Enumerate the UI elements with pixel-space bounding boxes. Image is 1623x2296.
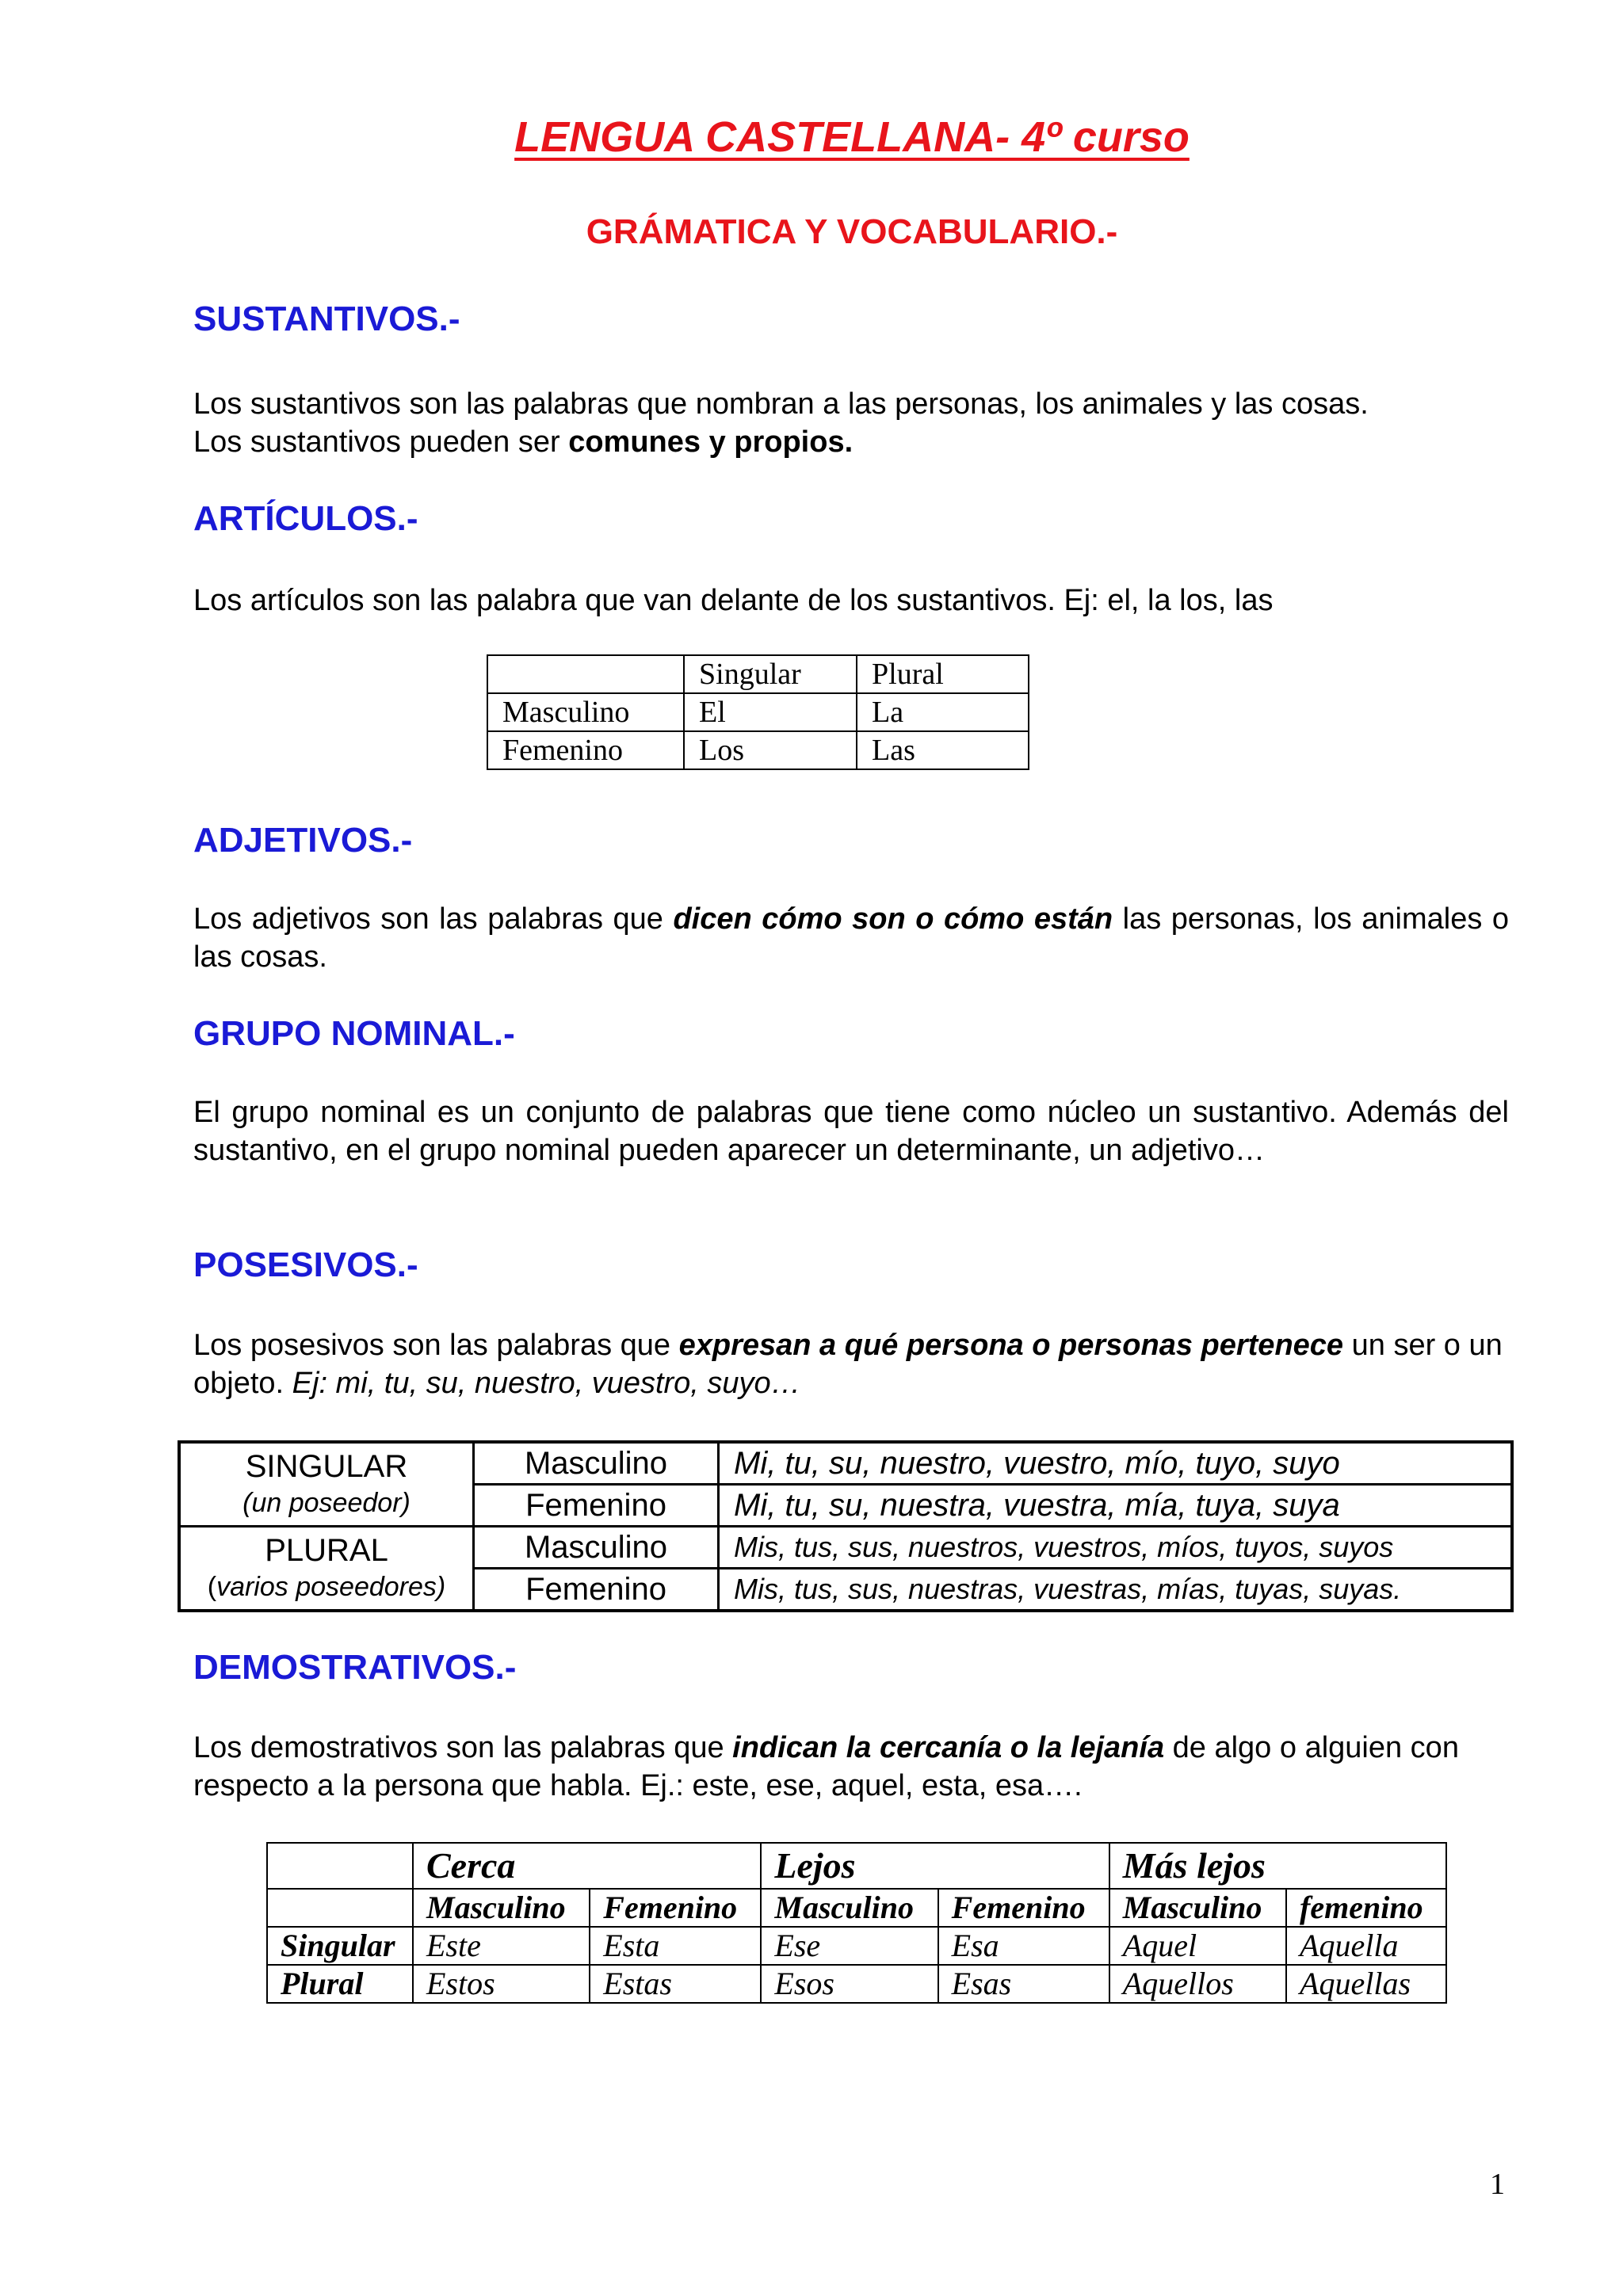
table-cell: Aquellas bbox=[1286, 1965, 1446, 2003]
paragraph-sustantivos bbox=[193, 385, 1509, 461]
possessives-table bbox=[178, 1440, 1514, 1612]
demostrativos-emphasis: indican la cercanía o la lejanía bbox=[732, 1731, 1165, 1764]
articles-table bbox=[487, 654, 1029, 770]
table-cell: La bbox=[857, 693, 1029, 731]
table-cell: Estas bbox=[590, 1965, 761, 2003]
heading-grupo-nominal: GRUPO NOMINAL.- bbox=[193, 1014, 515, 1053]
posesivos-emphasis: expresan a qué persona o personas pertenece bbox=[678, 1329, 1344, 1362]
table-cell: Esos bbox=[761, 1965, 938, 2003]
demostrativos-text-post: de algo o alguien con respecto a la persona que habla. Ej.: este, ese, aquel, esta, esa…. bbox=[193, 1731, 1459, 1802]
table-cell bbox=[487, 655, 684, 693]
table-cell: El bbox=[684, 693, 857, 731]
table-cell: Femenino bbox=[487, 731, 684, 769]
group-header-cell: Cerca bbox=[413, 1843, 761, 1889]
table-row bbox=[179, 1527, 1512, 1569]
gender-header-cell: Masculino bbox=[413, 1889, 590, 1927]
table-cell: Ese bbox=[761, 1927, 938, 1965]
table-cell bbox=[267, 1843, 413, 1889]
adjetivos-text-post: las personas, los animales o las cosas. bbox=[193, 902, 1509, 974]
paragraph-grupo-nominal: El grupo nominal es un conjunto de palabras que tiene como núcleo un sustantivo. Además del sustantivo, en el grupo nominal pueden aparecer un determinante, un adjetivo… bbox=[193, 1096, 1509, 1167]
table-header-cell: Plural bbox=[857, 655, 1029, 693]
table-cell: Masculino bbox=[474, 1442, 719, 1485]
table-row bbox=[487, 731, 1029, 769]
table-cell: Mis, tus, sus, nuestros, vuestros, míos, tuyos, suyos bbox=[719, 1527, 1513, 1569]
table-cell: Aquellos bbox=[1109, 1965, 1286, 2003]
sustantivos-line2-text: Los sustantivos pueden ser bbox=[193, 425, 569, 459]
row-label-cell: Plural bbox=[267, 1965, 413, 2003]
sustantivos-line1: Los sustantivos son las palabras que nombran a las personas, los animales y las cosas. bbox=[193, 387, 1369, 421]
paragraph-posesivos bbox=[193, 1326, 1509, 1402]
group-header-cell: Lejos bbox=[761, 1843, 1109, 1889]
table-row bbox=[267, 1965, 1446, 2003]
table-cell: Los bbox=[684, 731, 857, 769]
table-cell: Esta bbox=[590, 1927, 761, 1965]
heading-demostrativos: DEMOSTRATIVOS.- bbox=[193, 1648, 517, 1687]
heading-adjetivos: ADJETIVOS.- bbox=[193, 821, 413, 860]
table-row bbox=[267, 1927, 1446, 1965]
table-cell bbox=[267, 1889, 413, 1927]
table-cell: Masculino bbox=[474, 1527, 719, 1569]
table-row bbox=[179, 1442, 1512, 1485]
sustantivos-emphasis: comunes y propios. bbox=[568, 425, 854, 459]
table-cell: Mi, tu, su, nuestro, vuestro, mío, tuyo, suyo bbox=[719, 1442, 1513, 1485]
paragraph-demostrativos bbox=[193, 1729, 1509, 1805]
table-cell: Aquel bbox=[1109, 1927, 1286, 1965]
adjetivos-text-pre: Los adjetivos son las palabras que bbox=[193, 902, 674, 936]
table-cell: Las bbox=[857, 731, 1029, 769]
singular-label: SINGULAR bbox=[245, 1448, 408, 1484]
singular-group-cell bbox=[179, 1442, 474, 1527]
heading-posesivos: POSESIVOS.- bbox=[193, 1245, 418, 1284]
table-cell: Femenino bbox=[474, 1569, 719, 1611]
document-subtitle: GRÁMATICA Y VOCABULARIO.- bbox=[586, 212, 1118, 251]
table-cell: Esa bbox=[938, 1927, 1109, 1965]
table-cell: Este bbox=[413, 1927, 590, 1965]
table-cell: Femenino bbox=[474, 1485, 719, 1527]
table-row bbox=[487, 693, 1029, 731]
demonstratives-table bbox=[266, 1842, 1447, 2004]
gender-header-cell: femenino bbox=[1286, 1889, 1446, 1927]
table-gender-row bbox=[267, 1889, 1446, 1927]
table-cell: Estos bbox=[413, 1965, 590, 2003]
page-number: 1 bbox=[1490, 2168, 1505, 2201]
group-header-cell: Más lejos bbox=[1109, 1843, 1446, 1889]
table-cell: Mis, tus, sus, nuestras, vuestras, mías, tuyas, suyas. bbox=[719, 1569, 1513, 1611]
paragraph-articulos: Los artículos son las palabra que van delante de los sustantivos. Ej: el, la los, las bbox=[193, 584, 1274, 617]
table-group-row bbox=[267, 1843, 1446, 1889]
heading-articulos: ARTÍCULOS.- bbox=[193, 499, 418, 538]
table-cell: Aquella bbox=[1286, 1927, 1446, 1965]
plural-group-cell bbox=[179, 1527, 474, 1611]
table-header-cell: Singular bbox=[684, 655, 857, 693]
paragraph-adjetivos bbox=[193, 900, 1509, 976]
gender-header-cell: Femenino bbox=[938, 1889, 1109, 1927]
gender-header-cell: Femenino bbox=[590, 1889, 761, 1927]
table-header-row bbox=[487, 655, 1029, 693]
singular-note: (un poseedor) bbox=[242, 1487, 411, 1518]
posesivos-example: Ej: mi, tu, su, nuestro, vuestro, suyo… bbox=[292, 1367, 801, 1400]
gender-header-cell: Masculino bbox=[1109, 1889, 1286, 1927]
plural-note-paren: ( bbox=[207, 1571, 217, 1602]
row-label-cell: Singular bbox=[267, 1927, 413, 1965]
posesivos-text-pre: Los posesivos son las palabras que bbox=[193, 1329, 679, 1362]
table-cell: Masculino bbox=[487, 693, 684, 731]
plural-note-text: varios poseedores) bbox=[216, 1571, 446, 1602]
table-cell: Esas bbox=[938, 1965, 1109, 2003]
plural-label: PLURAL bbox=[265, 1532, 388, 1568]
heading-sustantivos: SUSTANTIVOS.- bbox=[193, 299, 460, 338]
gender-header-cell: Masculino bbox=[761, 1889, 938, 1927]
posesivos-text-mid: un ser o un objeto. bbox=[193, 1329, 1503, 1400]
plural-note bbox=[189, 1569, 464, 1605]
adjetivos-emphasis: dicen cómo son o cómo están bbox=[673, 902, 1113, 936]
demostrativos-text-pre: Los demostrativos son las palabras que bbox=[193, 1731, 733, 1764]
table-cell: Mi, tu, su, nuestra, vuestra, mía, tuya, suya bbox=[719, 1485, 1513, 1527]
document-title: LENGUA CASTELLANA- 4º curso bbox=[514, 113, 1190, 161]
